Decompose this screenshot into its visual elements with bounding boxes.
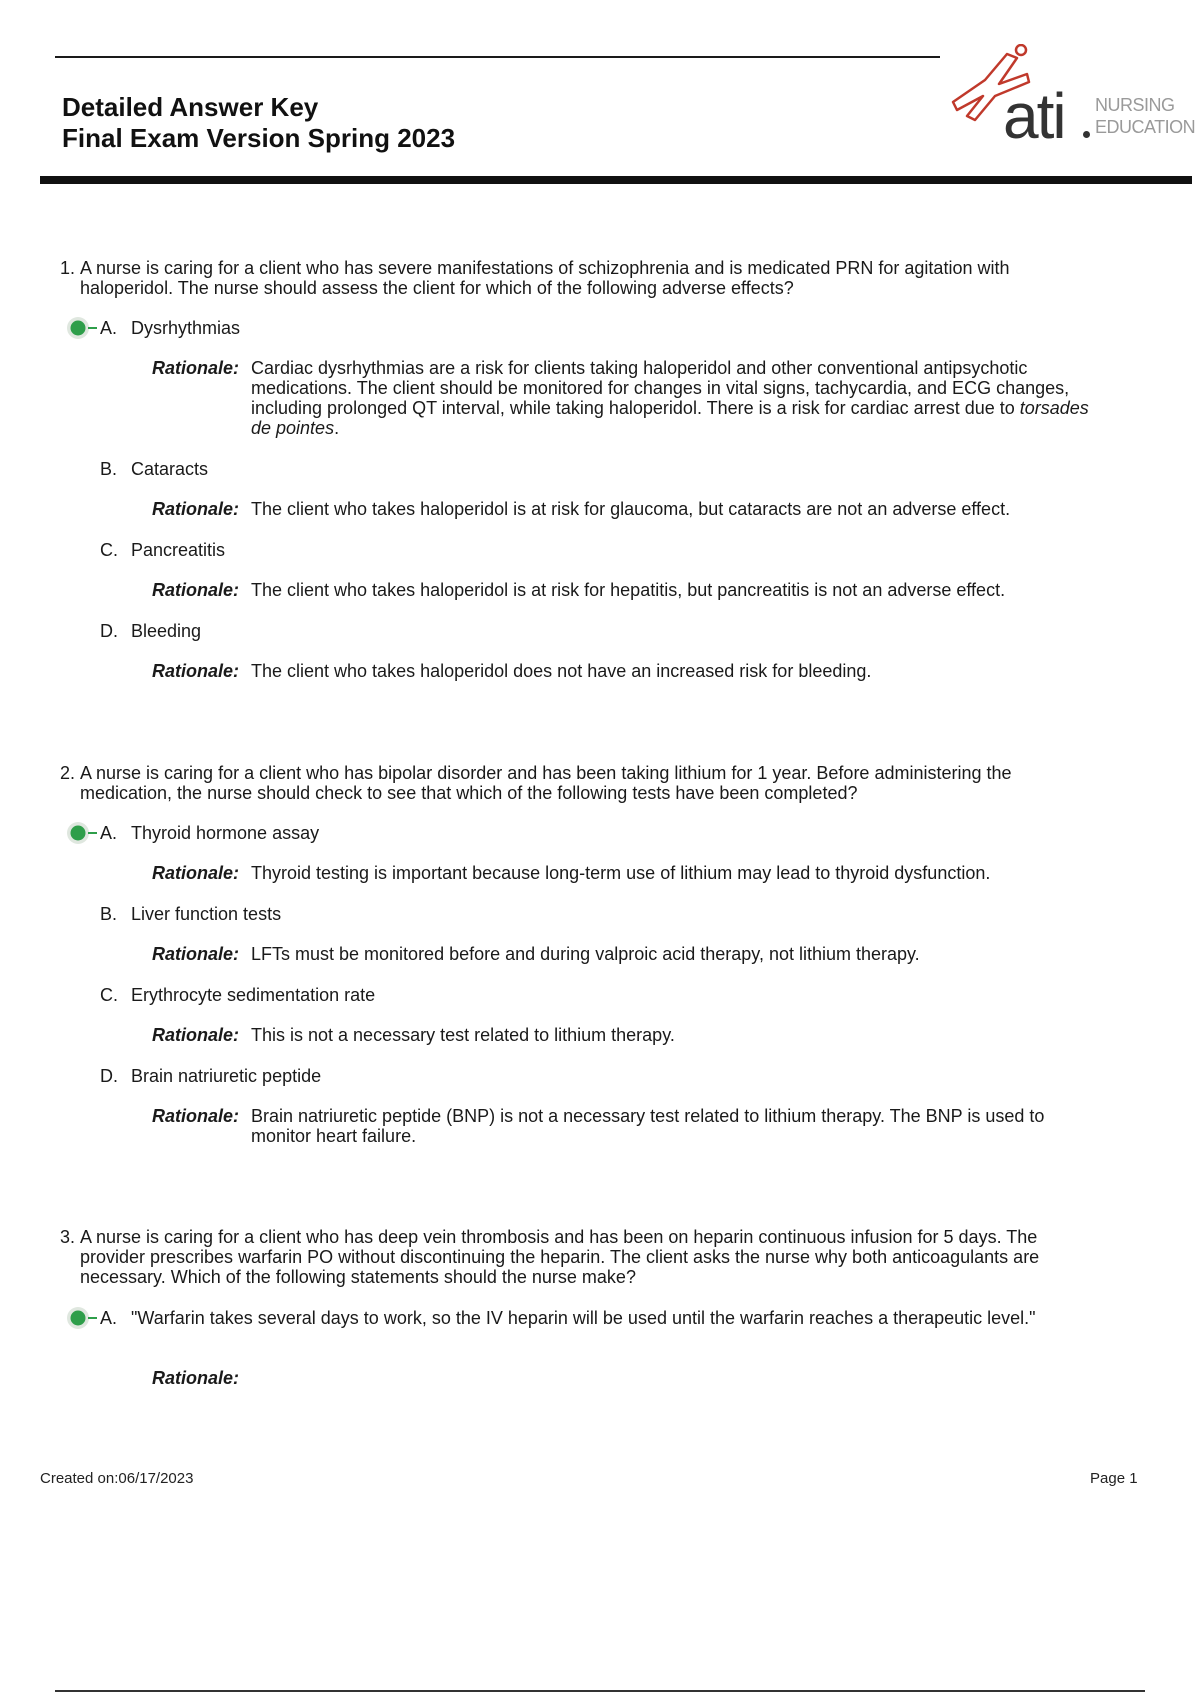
rationale-label: Rationale:	[152, 1025, 240, 1045]
question-3	[60, 1227, 1100, 1287]
rationale-label: Rationale:	[152, 499, 240, 519]
option-letter: A.	[100, 318, 118, 338]
rationale-text-main: Cardiac dysrhythmias are a risk for clients taking haloperidol and other conventional antipsychotic medications. The client should be monitored for changes in vital signs, tachycardia, and ECG changes, including prolonged QT interval, while taking haloperidol. There is a risk for cardiac arrest due to	[251, 358, 1070, 418]
logo-subtitle	[1095, 94, 1195, 138]
question-text: A nurse is caring for a client who has deep vein thrombosis and has been on heparin continuous infusion for 5 days. The provider prescribes warfarin PO without discontinuing the heparin. The client asks the nurse why both anticoagulants are necessary. Which of the following statements should the nurse make?	[80, 1227, 1040, 1287]
option-2a	[100, 823, 1100, 843]
option-letter: C.	[100, 540, 118, 560]
rationale-text: Thyroid testing is important because long-term use of lithium may lead to thyroid dysfunction.	[251, 863, 991, 883]
option-2b	[100, 904, 1100, 924]
option-text: "Warfarin takes several days to work, so the IV heparin will be used until the warfarin reaches a therapeutic level."	[131, 1308, 1036, 1328]
rationale-2b	[152, 944, 1102, 964]
rationale-label: Rationale:	[152, 863, 240, 883]
option-letter: A.	[100, 1308, 118, 1328]
option-3a	[100, 1308, 1100, 1328]
question-text: A nurse is caring for a client who has bipolar disorder and has been taking lithium for 1 year. Before administering the medication, the nurse should check to see that which of the following tests have been completed?	[80, 763, 1012, 803]
option-text: Thyroid hormone assay	[131, 823, 320, 843]
rationale-text: The client who takes haloperidol is at risk for hepatitis, but pancreatitis is not an adverse effect.	[251, 580, 1006, 600]
question-number: 3.	[60, 1227, 76, 1247]
rationale-label: Rationale:	[152, 580, 240, 600]
option-letter: B.	[100, 459, 118, 479]
rationale-label: Rationale:	[152, 944, 240, 964]
rationale-2d	[152, 1106, 1102, 1146]
top-rule	[55, 56, 940, 58]
option-text: Brain natriuretic peptide	[131, 1066, 322, 1086]
question-1	[60, 258, 1100, 298]
option-1a	[100, 318, 1100, 338]
rationale-1b	[152, 499, 1102, 519]
rationale-label: Rationale:	[152, 1106, 240, 1126]
option-text: Bleeding	[131, 621, 202, 641]
rationale-text	[251, 358, 1102, 438]
correct-answer-icon	[66, 316, 100, 340]
bottom-rule	[55, 1690, 1145, 1692]
question-2	[60, 763, 1100, 803]
option-text: Pancreatitis	[131, 540, 226, 560]
option-2d	[100, 1066, 1100, 1086]
rationale-text: LFTs must be monitored before and during valproic acid therapy, not lithium therapy.	[251, 944, 920, 964]
logo-sub-education: EDUCATION	[1095, 117, 1196, 137]
rationale-label: Rationale:	[152, 358, 240, 378]
rationale-text-end: .	[334, 418, 340, 438]
rationale-1d	[152, 661, 1102, 681]
logo-sub-nursing: NURSING	[1095, 95, 1175, 115]
option-text: Liver function tests	[131, 904, 282, 924]
logo-word: ati	[1003, 80, 1065, 152]
rationale-label: Rationale:	[152, 1368, 240, 1388]
option-text: Dysrhythmias	[131, 318, 241, 338]
ati-logo	[945, 44, 1196, 154]
option-letter: D.	[100, 621, 118, 641]
option-letter: B.	[100, 904, 118, 924]
document-title	[62, 92, 455, 154]
created-date: Created on:06/17/2023	[40, 1470, 194, 1487]
option-text: Erythrocyte sedimentation rate	[131, 985, 376, 1005]
option-2c	[100, 985, 1100, 1005]
question-number: 2.	[60, 763, 76, 783]
title-line-2: Final Exam Version Spring 2023	[62, 123, 456, 153]
correct-answer-icon	[66, 1306, 100, 1330]
page-number: Page 1	[1090, 1470, 1138, 1487]
option-letter: A.	[100, 823, 118, 843]
rationale-text: The client who takes haloperidol does not have an increased risk for bleeding.	[251, 661, 872, 681]
rationale-text: This is not a necessary test related to lithium therapy.	[251, 1025, 675, 1045]
question-text: A nurse is caring for a client who has severe manifestations of schizophrenia and is medicated PRN for agitation with haloperidol. The nurse should assess the client for which of the following adverse effects?	[80, 258, 1010, 298]
rationale-text: The client who takes haloperidol is at risk for glaucoma, but cataracts are not an adverse effect.	[251, 499, 1011, 519]
question-number: 1.	[60, 258, 76, 278]
option-1c	[100, 540, 1100, 560]
rationale-2c	[152, 1025, 1102, 1045]
option-letter: C.	[100, 985, 118, 1005]
title-line-1: Detailed Answer Key	[62, 92, 319, 122]
rationale-1a	[152, 358, 1102, 438]
option-1b	[100, 459, 1100, 479]
logo-dot	[1083, 131, 1090, 138]
option-1d	[100, 621, 1100, 641]
rationale-label: Rationale:	[152, 661, 240, 681]
rationale-text: Brain natriuretic peptide (BNP) is not a necessary test related to lithium therapy. The BNP is used to monitor heart failure.	[251, 1106, 1045, 1146]
rationale-1c	[152, 580, 1102, 600]
option-text: Cataracts	[131, 459, 209, 479]
option-letter: D.	[100, 1066, 118, 1086]
rationale-2a	[152, 863, 1102, 883]
correct-answer-icon	[66, 821, 100, 845]
header-divider	[40, 176, 1192, 184]
rationale-text-italic: torsades de pointes	[251, 398, 1089, 438]
